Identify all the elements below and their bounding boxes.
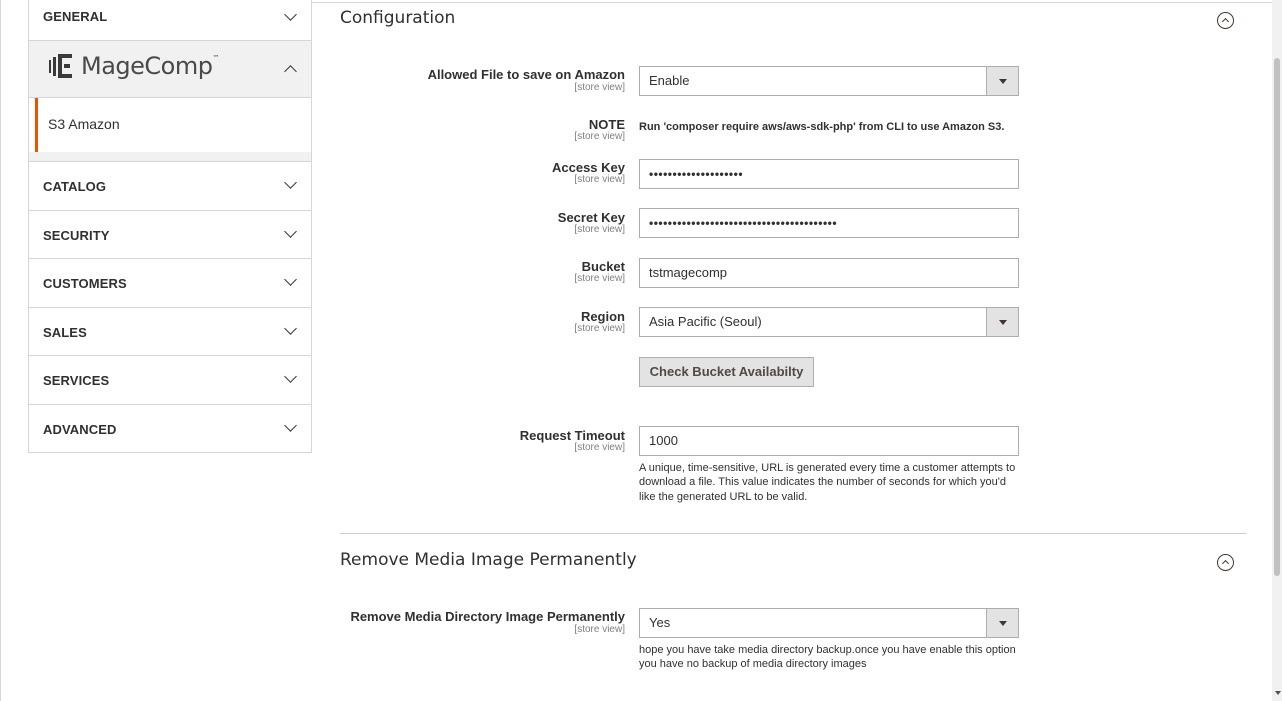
- field-label-region: Region: [580, 309, 625, 324]
- check-bucket-button[interactable]: Check Bucket Availabilty: [639, 357, 814, 387]
- field-label-request-timeout: Request Timeout: [519, 428, 625, 443]
- scope-label: [store view]: [574, 174, 625, 185]
- scope-label: [store view]: [574, 82, 625, 93]
- sidebar-section-label: CUSTOMERS: [43, 276, 127, 291]
- brand-name: MageComp™: [81, 52, 219, 80]
- select-value: Enable: [649, 73, 690, 88]
- field-label-bucket: Bucket: [581, 259, 625, 274]
- field-label-allowed-file: Allowed File to save on Amazon: [427, 67, 625, 82]
- section-top-border: [312, 2, 1274, 3]
- request-timeout-comment: A unique, time-sensitive, URL is generated every time a customer attempts to download a file. This value indicates the number of seconds for which you'd like the generated URL to be valid.: [639, 462, 1016, 503]
- note-text: Run 'composer require aws/aws-sdk-php' from CLI to use Amazon S3.: [639, 121, 1005, 133]
- request-timeout-input[interactable]: 1000: [639, 426, 1019, 456]
- allowed-file-select[interactable]: [639, 66, 1019, 96]
- field-label-secret-key: Secret Key: [557, 210, 625, 225]
- sidebar-section-label: SECURITY: [43, 227, 110, 243]
- select-arrow-icon: [986, 609, 1018, 637]
- sidebar-subitem-label: S3 Amazon: [48, 116, 120, 132]
- scope-label: [store view]: [574, 323, 625, 334]
- select-arrow-icon: [986, 67, 1018, 95]
- scrollbar-thumb[interactable]: [1274, 58, 1280, 576]
- sidebar-section-label: SALES: [43, 324, 87, 340]
- secret-key-input[interactable]: ••••••••••••••••••••••••••••••••••••••••: [639, 208, 1019, 238]
- select-value: Asia Pacific (Seoul): [649, 314, 762, 329]
- remove-media-comment: hope you have take media directory backup.once you have enable this option you have no backup of media directory images: [639, 644, 1016, 671]
- remove-media-select[interactable]: [639, 608, 1019, 638]
- select-arrow-icon: [986, 308, 1018, 336]
- collapse-icon[interactable]: [1217, 554, 1234, 571]
- sidebar-section-label: ADVANCED: [43, 421, 117, 437]
- scope-label: [store view]: [574, 273, 625, 284]
- access-key-input[interactable]: ••••••••••••••••••••: [639, 159, 1019, 189]
- sidebar-section-label: SERVICES: [43, 373, 110, 388]
- section-title-configuration[interactable]: Configuration: [340, 8, 456, 28]
- field-label-note: NOTE: [588, 117, 625, 132]
- section-divider: [340, 533, 1246, 534]
- select-value: Yes: [649, 615, 671, 630]
- sidebar-section-label: CATALOG: [43, 179, 107, 194]
- bucket-input[interactable]: tstmagecomp: [639, 258, 1019, 288]
- scroll-down-arrow-icon[interactable]: [1275, 691, 1281, 695]
- sidebar-section-label: GENERAL: [43, 9, 108, 24]
- section-title-remove-media[interactable]: Remove Media Image Permanently: [340, 550, 637, 570]
- scope-label: [store view]: [574, 131, 625, 142]
- scope-label: [store view]: [574, 224, 625, 235]
- field-label-access-key: Access Key: [552, 160, 625, 175]
- scope-label: [store view]: [574, 624, 625, 635]
- scope-label: [store view]: [574, 442, 625, 453]
- collapse-icon[interactable]: [1217, 12, 1234, 29]
- field-label-remove-media: Remove Media Directory Image Permanently: [350, 609, 625, 624]
- region-select[interactable]: [639, 307, 1019, 337]
- page-scrollbar[interactable]: [1272, 0, 1282, 701]
